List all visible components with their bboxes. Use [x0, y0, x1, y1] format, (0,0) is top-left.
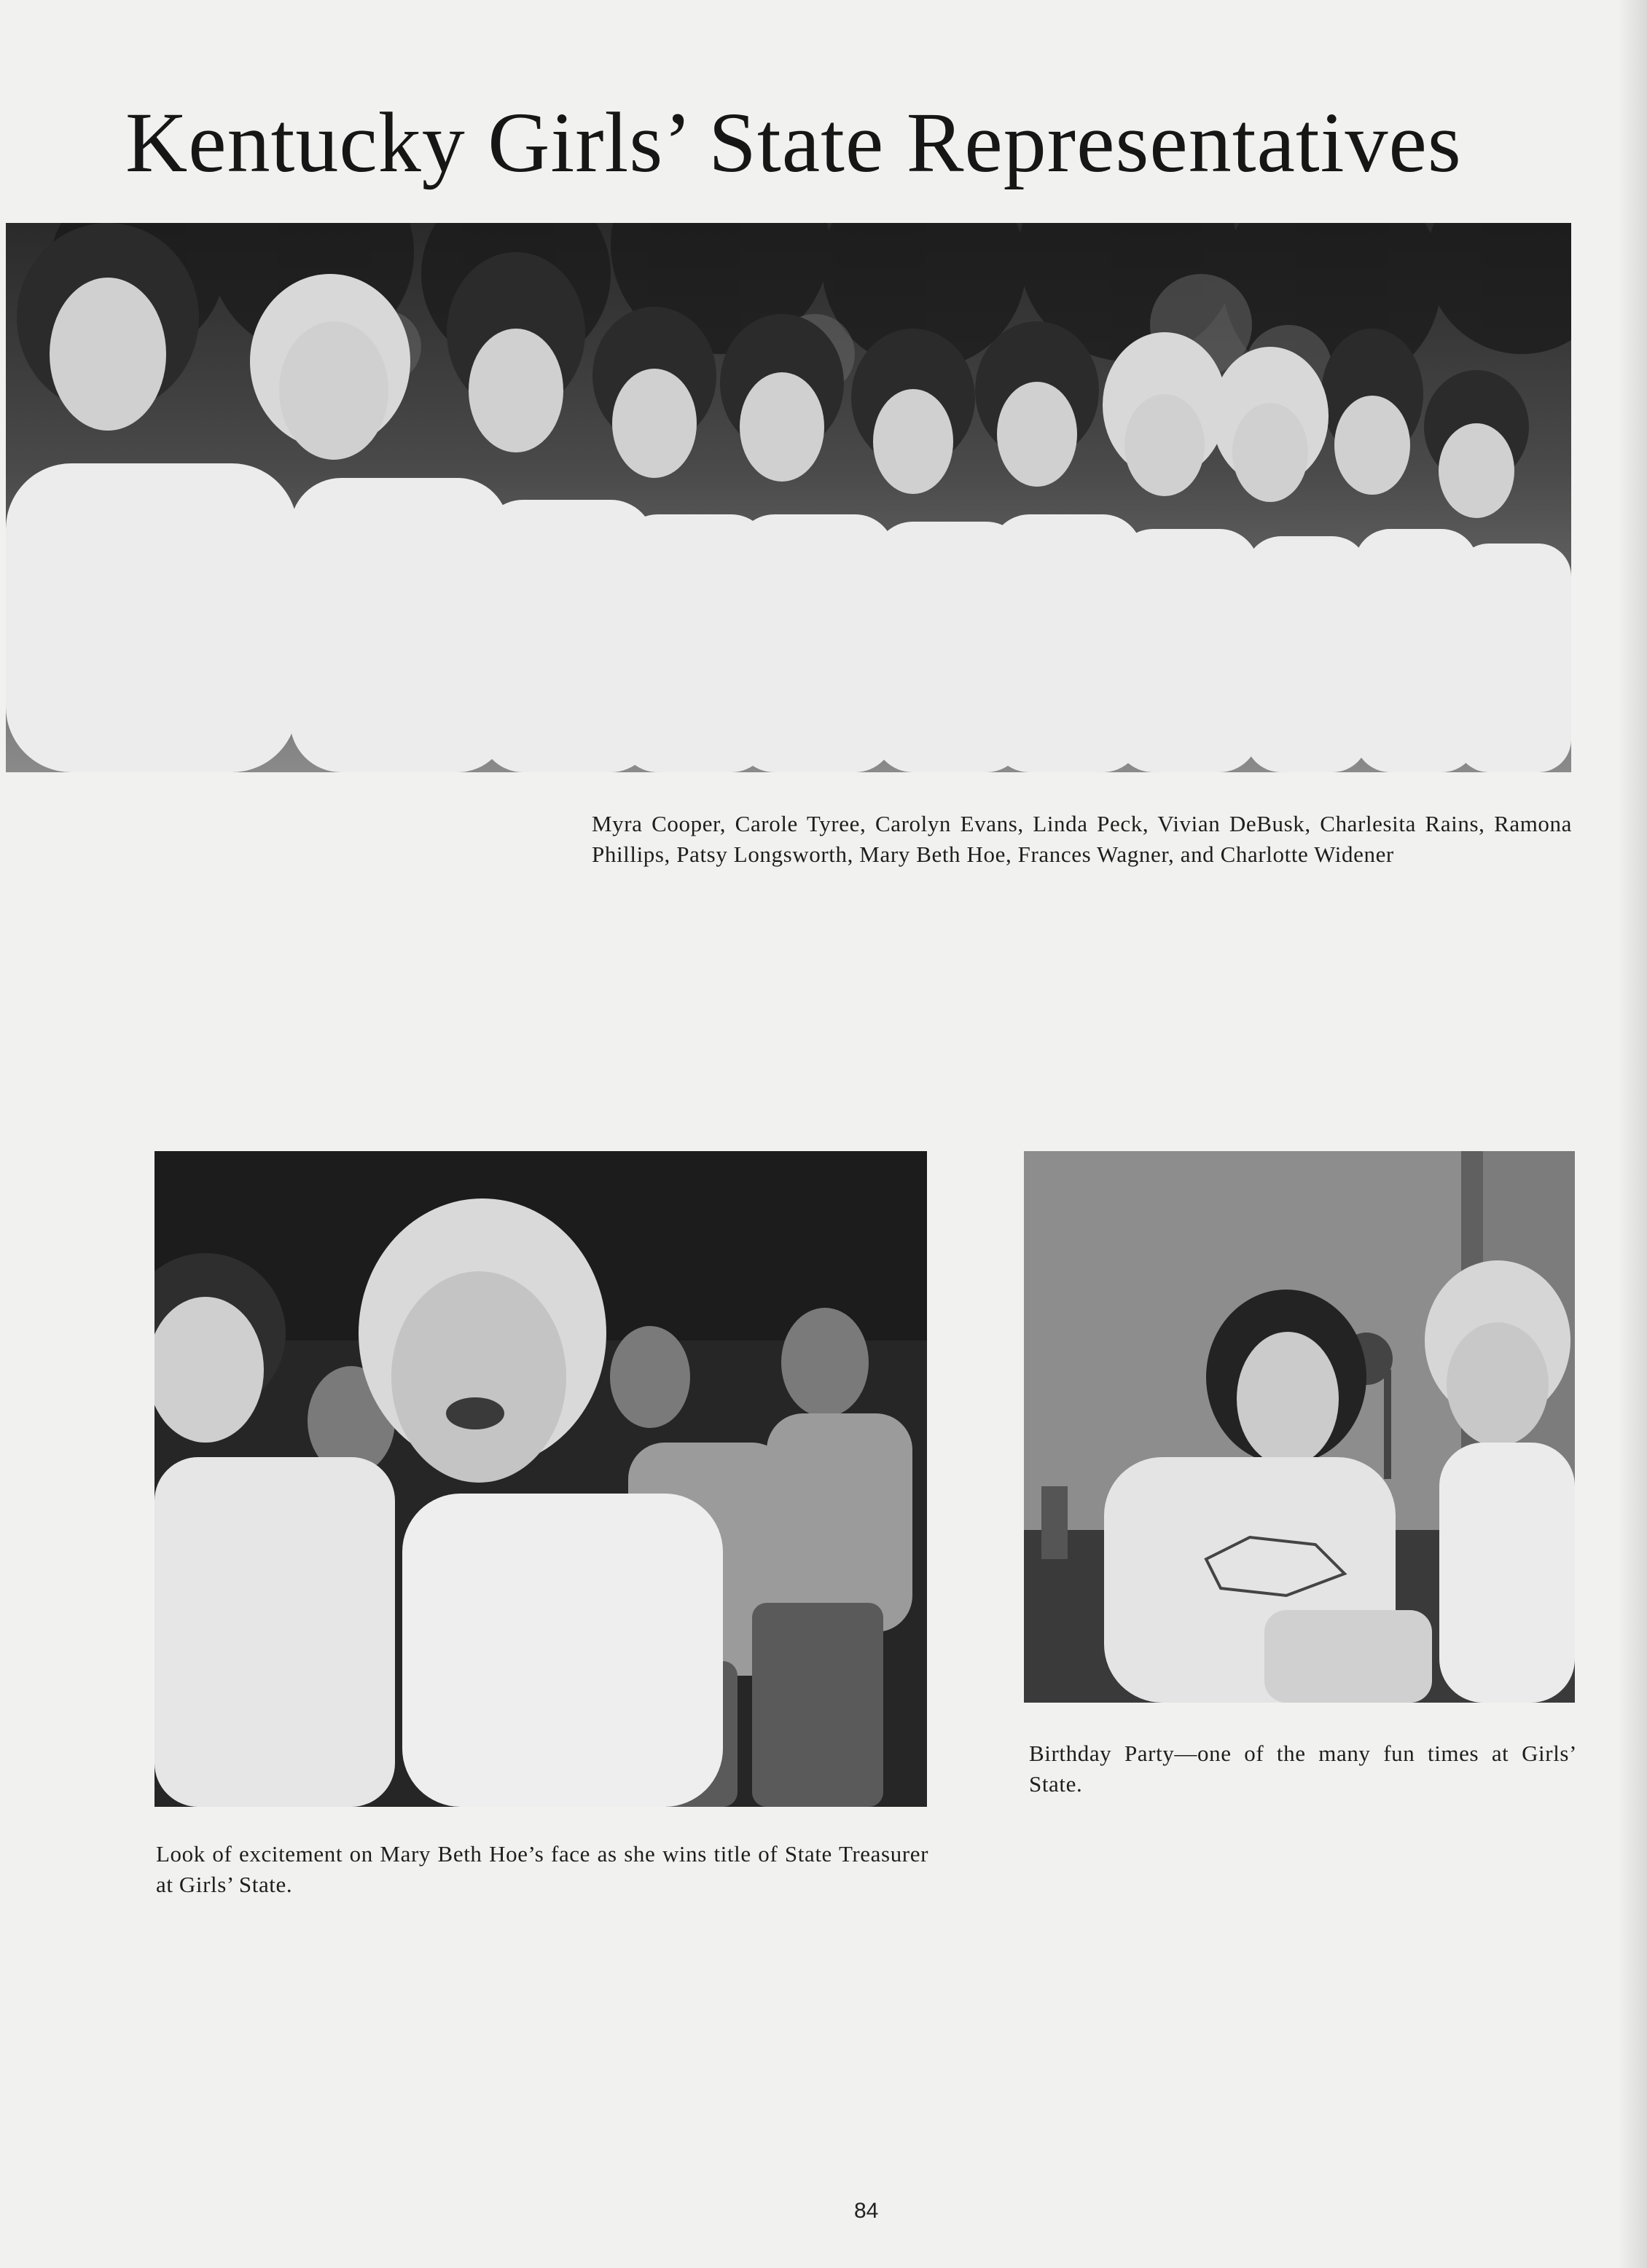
group-photo-caption: Myra Cooper, Carole Tyree, Carolyn Evans, Linda Peck, Vivian DeBusk, Charlesita Rains, Ramona Phillips, Patsy Longsworth, Mary Beth Hoe, Frances Wagner, and Charlotte Widener [592, 811, 1572, 867]
group-photo [6, 223, 1571, 772]
page-edge-shadow [1618, 0, 1647, 2268]
page-number: 84 [854, 2199, 879, 2223]
birthday-photo [1024, 1151, 1575, 1703]
excitement-photo-caption: Look of excitement on Mary Beth Hoe’s face as she wins title of State Treasurer at Girls’ State. [156, 1841, 928, 1897]
birthday-photo-caption: Birthday Party—one of the many fun times at Girls’ State. [1029, 1741, 1577, 1797]
group-photo-image [6, 223, 1571, 772]
page-title: Kentucky Girls’ State Representatives [125, 95, 1462, 190]
birthday-photo-image [1024, 1151, 1575, 1703]
excitement-photo-image [154, 1151, 927, 1807]
excitement-photo [154, 1151, 927, 1807]
